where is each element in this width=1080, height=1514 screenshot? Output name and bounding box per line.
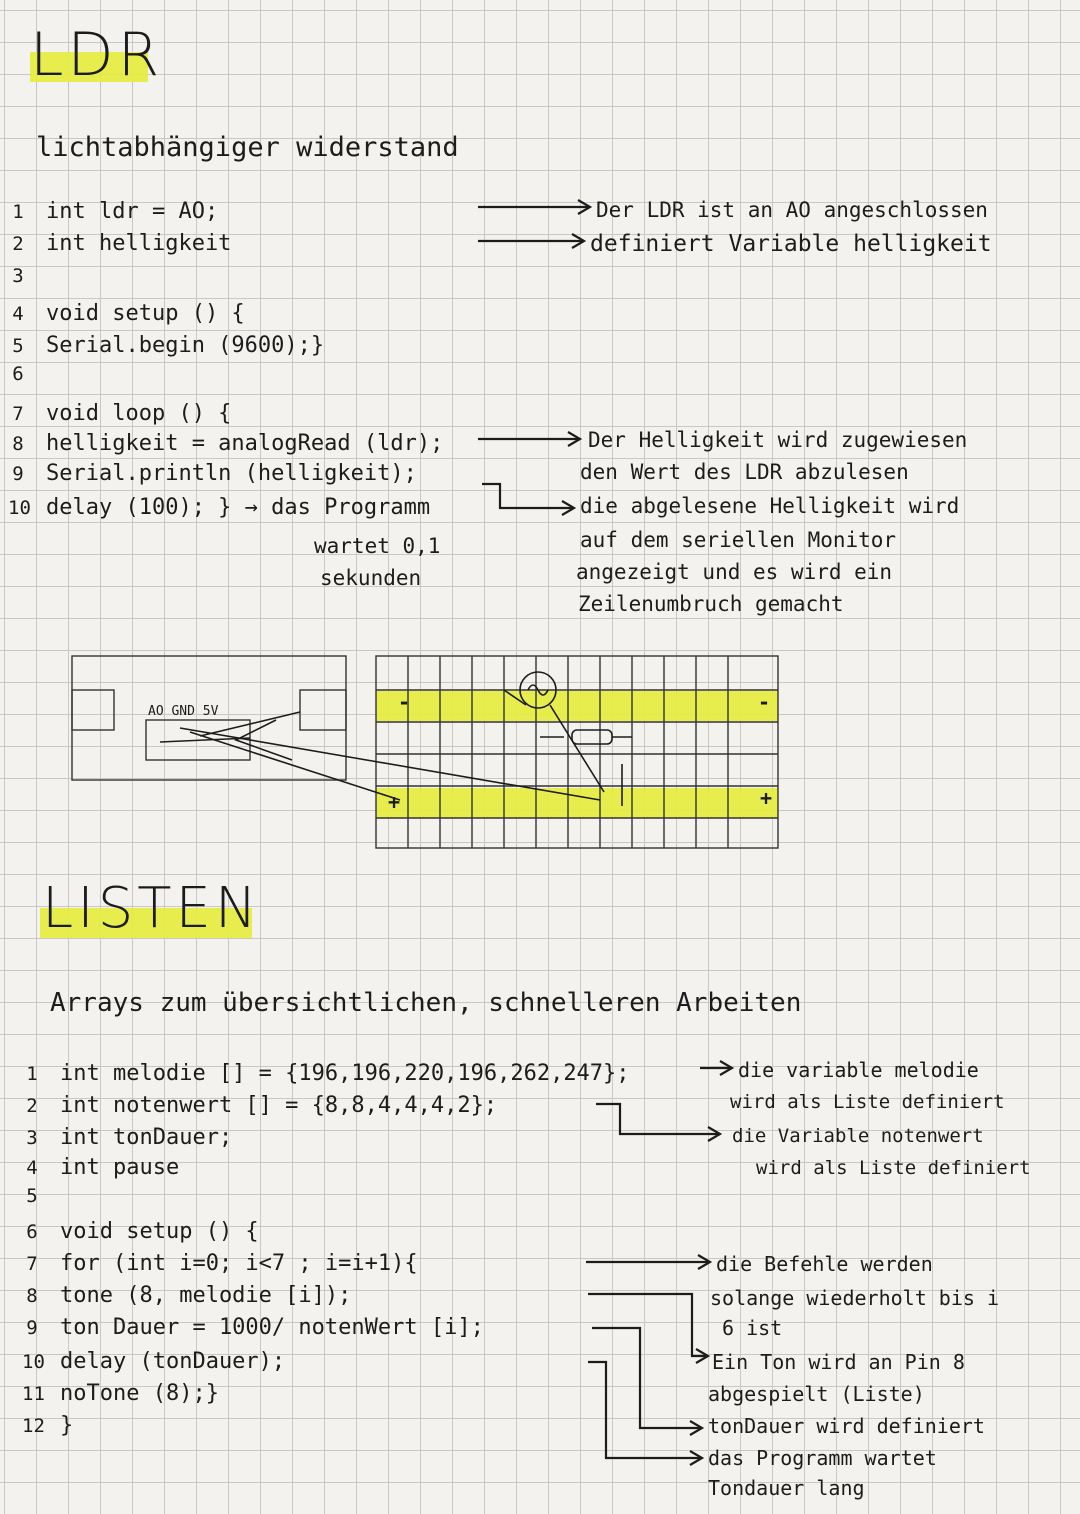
line-number: 4 xyxy=(12,303,24,325)
listen-note-line: Ein Ton wird an Pin 8 xyxy=(712,1350,965,1374)
listen-note-line: die variable melodie xyxy=(738,1058,979,1082)
code-line: } xyxy=(60,1413,74,1438)
code-line: int melodie [] = {196,196,220,196,262,247}; xyxy=(60,1061,630,1086)
line-number: 11 xyxy=(22,1383,45,1405)
code-line: int notenwert [] = {8,8,4,4,4,2}; xyxy=(60,1093,498,1118)
line-number: 3 xyxy=(26,1127,38,1149)
line-number: 12 xyxy=(22,1415,45,1437)
loop-note-line: Der Helligkeit wird zugewiesen xyxy=(588,428,968,452)
loop-note-line: den Wert des LDR abzulesen xyxy=(580,460,909,484)
code-line: int ldr = AO; xyxy=(46,199,219,224)
listen-note-line: das Programm wartet xyxy=(708,1446,937,1470)
line-number: 2 xyxy=(12,233,24,255)
code-line: Serial.println (helligkeit); xyxy=(46,461,417,486)
code-line: void setup () { xyxy=(60,1219,259,1244)
listen-title: LISTEN xyxy=(42,876,261,941)
code-line: int helligkeit xyxy=(46,231,232,256)
ldr-note-variable: definiert Variable helligkeit xyxy=(590,231,992,257)
line-number: 1 xyxy=(12,201,24,223)
line-number: 10 xyxy=(8,497,31,519)
line-number: 1 xyxy=(26,1063,38,1085)
loop-note-line: die abgelesene Helligkeit wird xyxy=(580,494,960,518)
code-line: helligkeit = analogRead (ldr); xyxy=(46,431,444,456)
line-number: 10 xyxy=(22,1351,45,1373)
code-line: ton Dauer = 1000/ notenWert [i]; xyxy=(60,1315,484,1340)
listen-subtitle: Arrays zum übersichtlichen, schnelleren Arbeiten xyxy=(50,988,802,1018)
listen-note-line: Tondauer lang xyxy=(708,1476,865,1500)
line-number: 5 xyxy=(12,335,24,357)
rail-minus-label: - xyxy=(398,690,411,714)
ldr-title: LDR xyxy=(30,20,164,90)
line-number: 5 xyxy=(26,1185,38,1207)
code-line: delay (100); } → das Programm xyxy=(46,495,431,520)
code-line: delay (tonDauer); xyxy=(60,1349,286,1374)
line-number: 9 xyxy=(26,1317,38,1339)
code-line: Serial.begin (9600);} xyxy=(46,333,325,358)
code-line: for (int i=0; i<7 ; i=i+1){ xyxy=(60,1251,418,1276)
code-line: noTone (8);} xyxy=(60,1381,219,1406)
listen-note-line: die Variable notenwert xyxy=(732,1125,984,1147)
line-number: 9 xyxy=(12,463,24,485)
rail-plus-label: + xyxy=(388,790,401,814)
loop-note-line: Zeilenumbruch gemacht xyxy=(578,592,844,616)
line-number: 2 xyxy=(26,1095,38,1117)
line-number: 3 xyxy=(12,265,24,287)
line-number: 6 xyxy=(12,363,24,385)
ldr-subtitle: lichtabhängiger widerstand xyxy=(36,132,459,163)
code-line: int pause xyxy=(60,1155,180,1180)
pin-labels: AO GND 5V xyxy=(148,704,219,719)
code-line: tone (8, melodie [i]); xyxy=(60,1283,352,1308)
line-number: 6 xyxy=(26,1221,38,1243)
delay-note-line: wartet 0,1 xyxy=(314,534,441,558)
line-number: 8 xyxy=(12,433,24,455)
listen-note-line: 6 ist xyxy=(722,1316,783,1340)
line-number: 4 xyxy=(26,1157,38,1179)
code-line: void loop () { xyxy=(46,401,232,426)
ldr-note-connection: Der LDR ist an AO angeschlossen xyxy=(596,198,988,222)
listen-note-line: wird als Liste definiert xyxy=(730,1091,1005,1113)
line-number: 7 xyxy=(12,403,24,425)
listen-note-line: die Befehle werden xyxy=(716,1252,933,1276)
code-line: void setup () { xyxy=(46,301,245,326)
loop-note-line: angezeigt und es wird ein xyxy=(576,560,893,584)
delay-note-line: sekunden xyxy=(320,566,422,590)
rail-minus-label: - xyxy=(758,690,771,714)
line-number: 7 xyxy=(26,1253,38,1275)
code-line: int tonDauer; xyxy=(60,1125,233,1150)
listen-note-line: solange wiederholt bis i xyxy=(710,1286,999,1310)
rail-plus-label: + xyxy=(760,786,773,810)
loop-note-line: auf dem seriellen Monitor xyxy=(580,528,897,552)
listen-note-line: abgespielt (Liste) xyxy=(708,1382,925,1406)
listen-note-line: tonDauer wird definiert xyxy=(708,1414,985,1438)
listen-note-line: wird als Liste definiert xyxy=(756,1157,1031,1179)
line-number: 8 xyxy=(26,1285,38,1307)
